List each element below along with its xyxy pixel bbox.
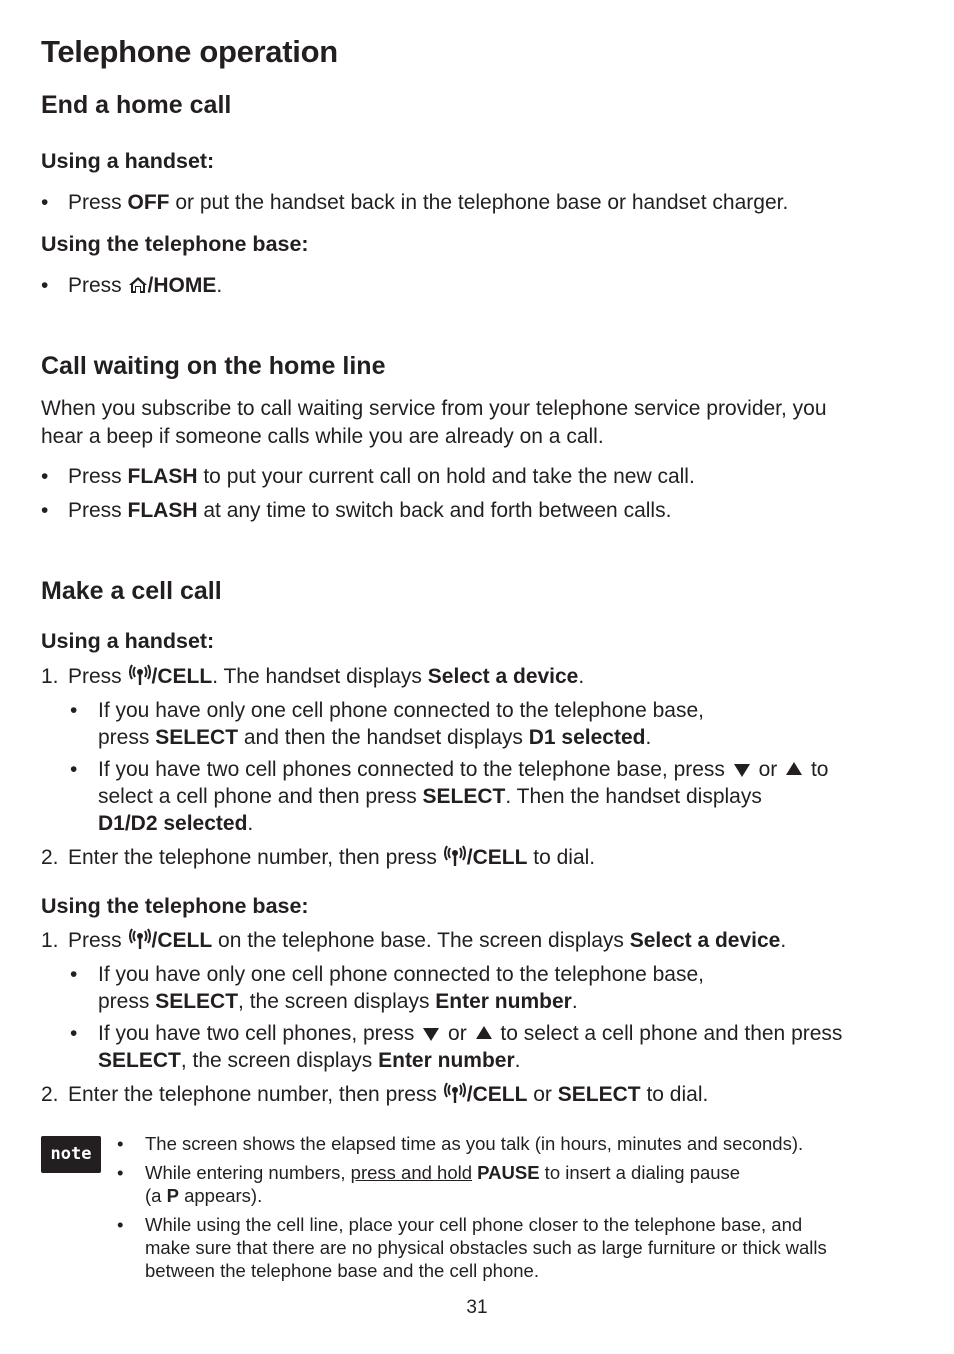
list-item-continuation: press SELECT, the screen displays Enter number. [98,990,578,1013]
bullet: • [117,1133,124,1154]
bullet: • [41,274,49,297]
note-badge [41,1136,101,1173]
cell-icon [443,845,467,874]
cell-icon [443,1082,467,1111]
bullet: • [70,963,78,986]
note-item-continuation: (a P appears). [145,1185,263,1206]
subheading-using-handset: Using a handset: [41,149,215,173]
subheading-using-base: Using the telephone base: [41,232,309,256]
bullet: • [41,465,49,488]
bullet: • [70,699,78,722]
page-number: 31 [466,1297,488,1318]
section-heading-end-home-call: End a home call [41,91,232,119]
paragraph-line: When you subscribe to call waiting service from your telephone service provider, you [41,397,827,420]
up-arrow-icon [476,1026,492,1039]
up-arrow-icon [786,762,802,775]
down-arrow-icon [734,764,750,777]
note-item-continuation: between the telephone base and the cell phone. [145,1260,539,1281]
bullet: • [70,758,78,781]
list-item-continuation: press SELECT and then the handset displays D1 selected. [98,726,652,749]
bullet: • [117,1214,124,1235]
down-arrow-icon [423,1028,439,1041]
list-item-continuation: select a cell phone and then press SELECT. Then the handset displays [98,785,762,808]
home-icon [128,275,148,302]
subheading-using-handset: Using a handset: [41,629,215,653]
list-item-continuation: D1/D2 selected. [98,812,254,835]
note-label: note [50,1144,92,1164]
bullet: • [41,191,49,214]
page-title: Telephone operation [41,34,338,69]
paragraph-line: hear a beep if someone calls while you are already on a call. [41,425,604,448]
bullet: • [117,1162,124,1183]
section-heading-make-cell-call: Make a cell call [41,577,222,605]
bullet: • [41,499,49,522]
subheading-using-base: Using the telephone base: [41,894,309,918]
cell-icon [128,664,152,693]
section-heading-call-waiting: Call waiting on the home line [41,352,386,380]
note-item-continuation: make sure that there are no physical obstacles such as large furniture or thick walls [145,1237,827,1258]
list-item-continuation: SELECT, the screen displays Enter number. [98,1049,521,1072]
cell-icon [128,928,152,957]
bullet: • [70,1022,78,1045]
